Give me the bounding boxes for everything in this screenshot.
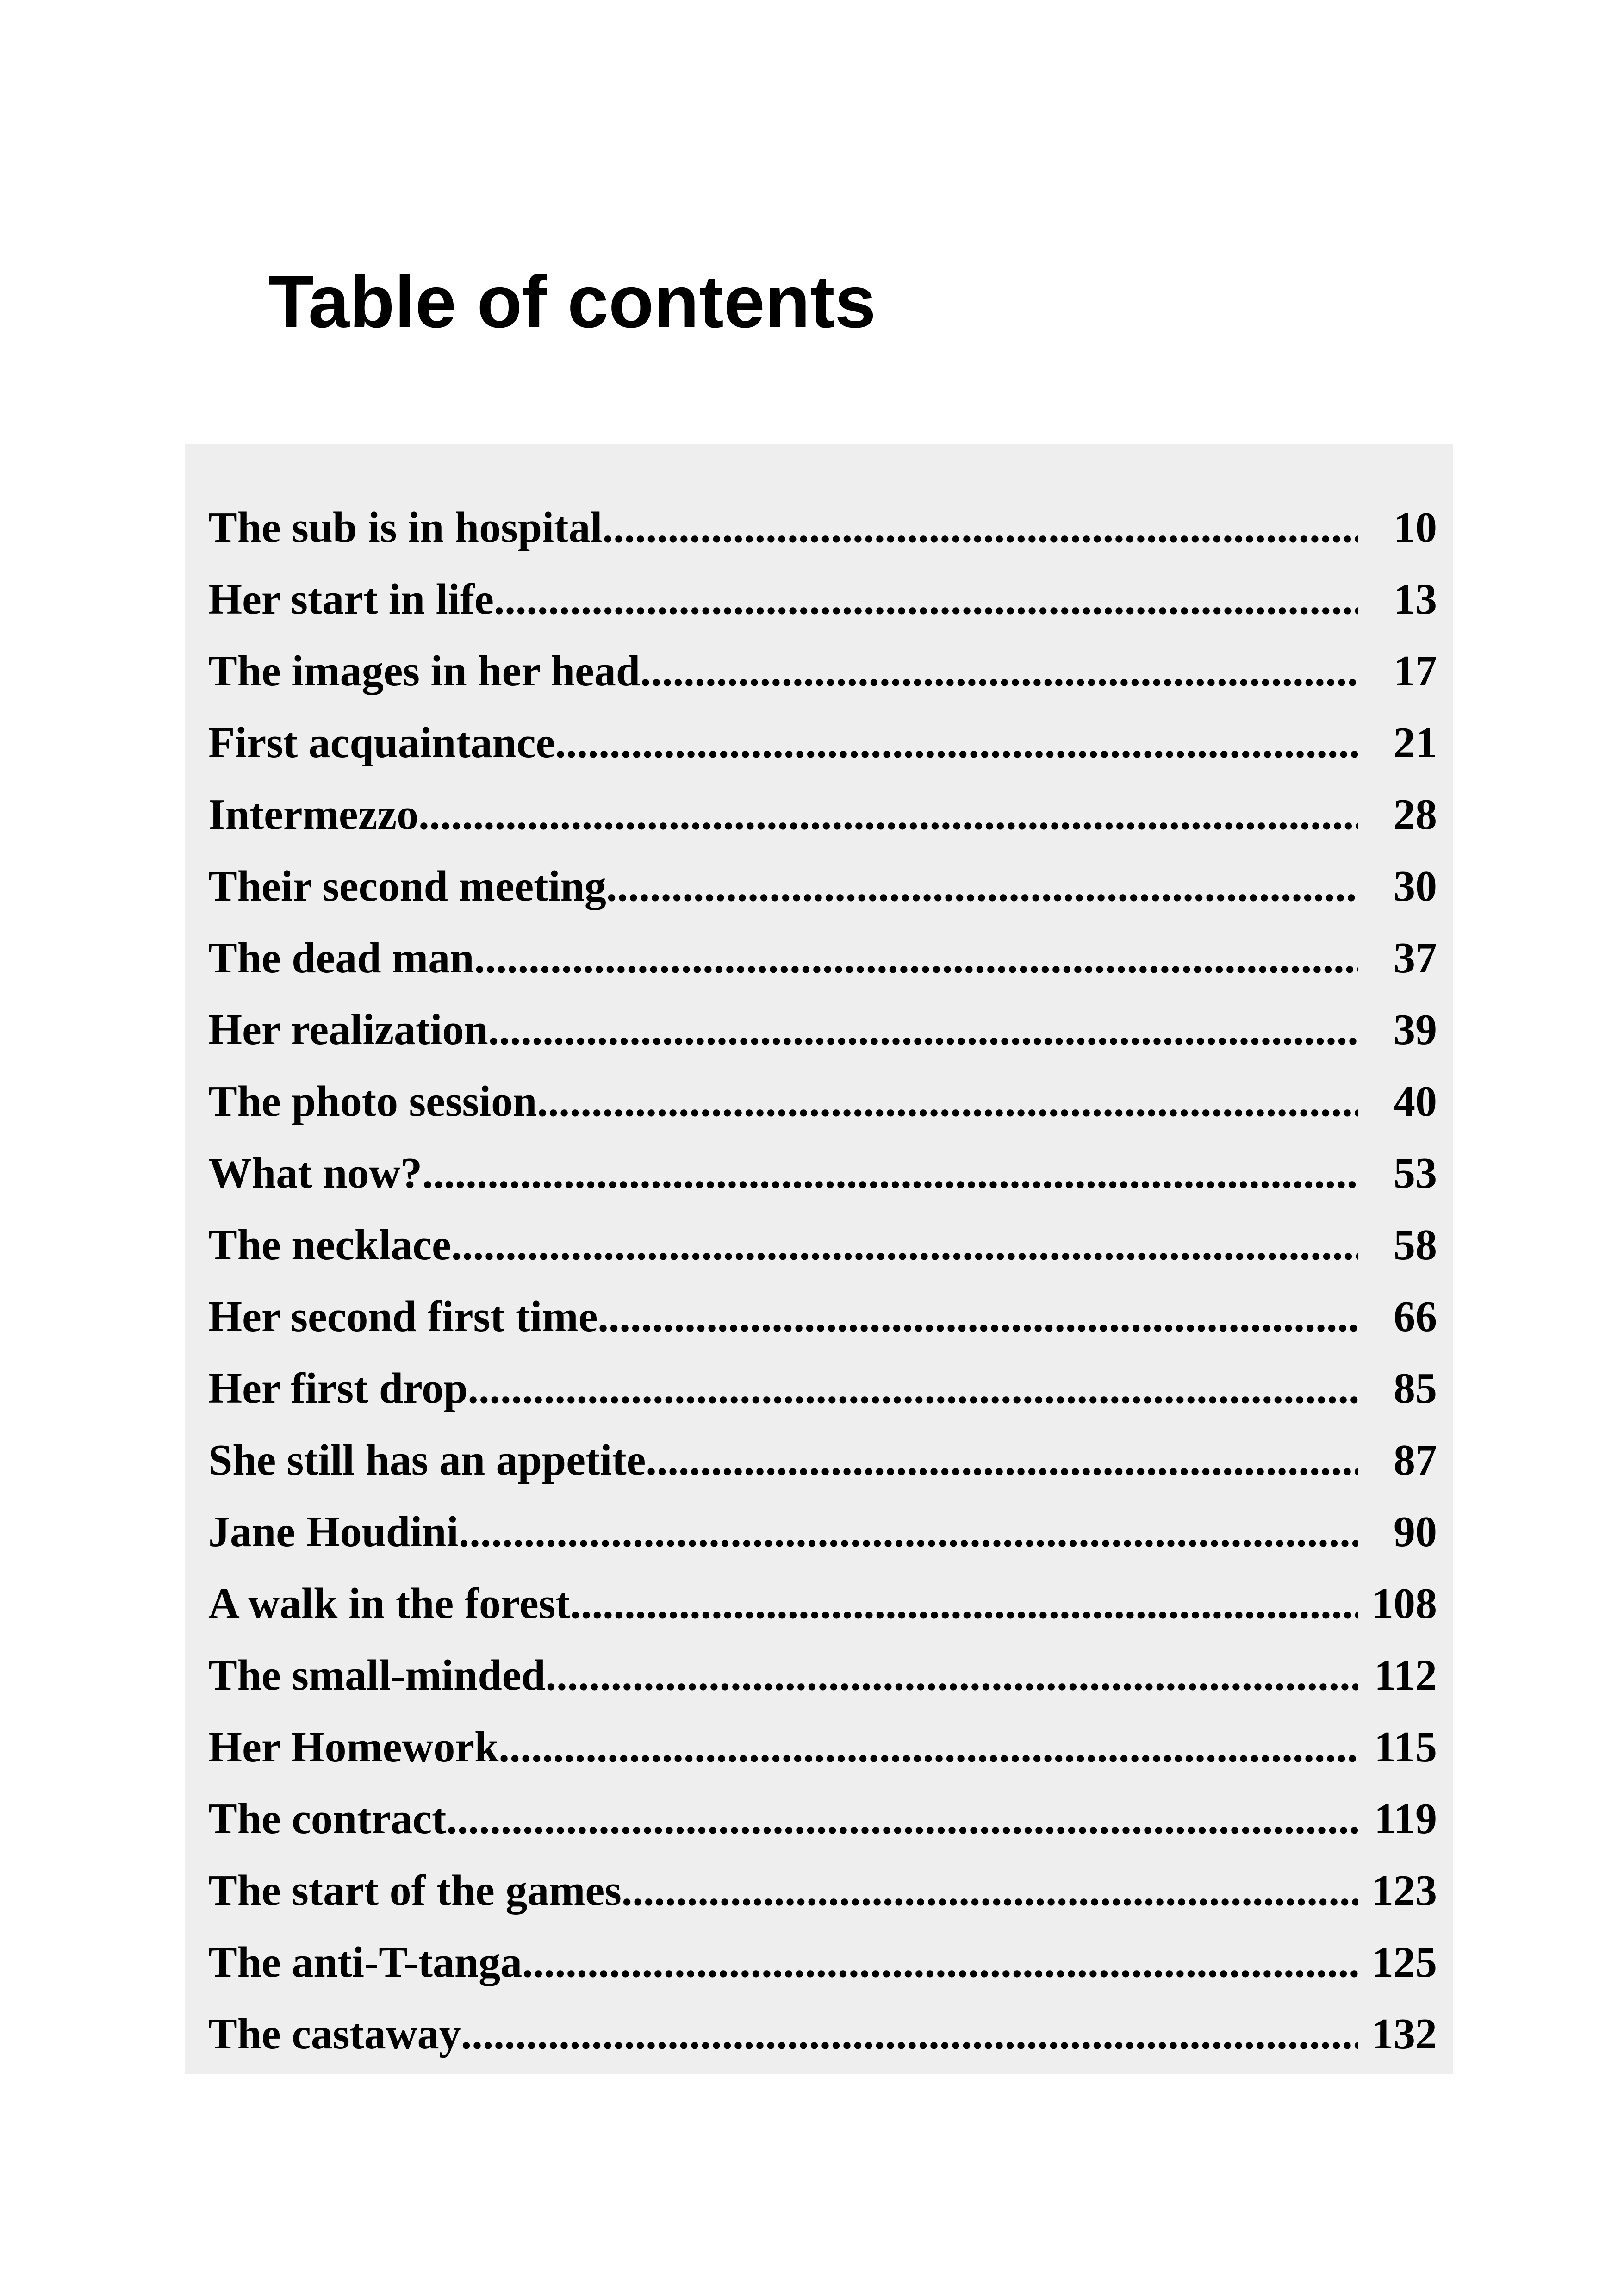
- toc-dot-leader: [640, 635, 1358, 707]
- toc-entry-title: The photo session: [208, 1077, 537, 1126]
- toc-entry-title: Her start in life: [208, 575, 494, 623]
- toc-entry-title: A walk in the forest: [208, 1580, 570, 1628]
- toc-entry-page-number: 30: [1394, 862, 1437, 910]
- toc-panel: [185, 444, 1453, 2074]
- toc-entry[interactable]: [208, 635, 1437, 707]
- toc-entry-page-number: 112: [1374, 1651, 1437, 1699]
- toc-entry-title: The small-minded: [208, 1651, 546, 1699]
- toc-entry[interactable]: [208, 1640, 1437, 1711]
- toc-entry[interactable]: [208, 1281, 1437, 1353]
- toc-entry[interactable]: [208, 1568, 1437, 1640]
- toc-dot-leader: [555, 707, 1358, 779]
- toc-entry-page-number: 90: [1394, 1508, 1437, 1556]
- toc-entry[interactable]: [208, 1425, 1437, 1496]
- toc-entry-title: The images in her head: [208, 647, 641, 695]
- toc-dot-leader: [459, 1496, 1358, 1568]
- toc-dot-leader: [597, 1281, 1358, 1353]
- page-title: Table of contents: [268, 260, 876, 343]
- toc-dot-leader: [537, 1066, 1358, 1138]
- toc-entry-page-number: 108: [1372, 1580, 1437, 1628]
- toc-dot-leader: [570, 1568, 1358, 1640]
- toc-entry[interactable]: [208, 779, 1437, 851]
- toc-dot-leader: [446, 1783, 1358, 1855]
- toc-entry-page-number: 119: [1374, 1795, 1437, 1843]
- toc-entry[interactable]: [208, 707, 1437, 779]
- toc-entry-title: Her realization: [208, 1006, 488, 1054]
- toc-entry-page-number: 125: [1372, 1938, 1437, 1986]
- toc-entry-title: The sub is in hospital: [208, 504, 603, 552]
- toc-entry[interactable]: [208, 1711, 1437, 1783]
- toc-entry-page-number: 58: [1394, 1221, 1437, 1269]
- toc-entry[interactable]: [208, 1066, 1437, 1138]
- toc-entry-page-number: 85: [1394, 1364, 1437, 1412]
- toc-entry-title: The anti-T-tanga: [208, 1938, 523, 1986]
- toc-entry-page-number: 87: [1394, 1436, 1437, 1484]
- toc-entry-page-number: 53: [1394, 1149, 1437, 1197]
- toc-entry-title: Her first drop: [208, 1364, 468, 1412]
- toc-entry-page-number: 123: [1372, 1867, 1437, 1915]
- toc-entry-title: The castaway: [208, 2010, 461, 2058]
- toc-dot-leader: [488, 994, 1358, 1066]
- toc-list: [208, 492, 1437, 2070]
- toc-entry-title: What now?: [208, 1149, 423, 1197]
- toc-entry-title: Her Homework: [208, 1723, 499, 1771]
- toc-dot-leader: [422, 1138, 1358, 1209]
- toc-dot-leader: [467, 1353, 1358, 1425]
- toc-dot-leader: [603, 492, 1358, 564]
- toc-entry[interactable]: [208, 922, 1437, 994]
- toc-entry-page-number: 28: [1394, 790, 1437, 839]
- toc-entry[interactable]: [208, 1209, 1437, 1281]
- toc-entry[interactable]: [208, 1855, 1437, 1927]
- toc-entry-title: First acquaintance: [208, 719, 555, 767]
- toc-dot-leader: [451, 1209, 1358, 1281]
- toc-entry[interactable]: [208, 851, 1437, 922]
- toc-entry-title: The dead man: [208, 934, 474, 982]
- toc-entry-page-number: 17: [1394, 647, 1437, 695]
- toc-entry-title: The start of the games: [208, 1867, 622, 1915]
- toc-entry-page-number: 37: [1394, 934, 1437, 982]
- toc-entry-title: Their second meeting: [208, 862, 606, 910]
- toc-dot-leader: [646, 1425, 1358, 1496]
- toc-entry-title: Her second first time: [208, 1293, 598, 1341]
- toc-entry[interactable]: [208, 1496, 1437, 1568]
- toc-entry-page-number: 39: [1394, 1006, 1437, 1054]
- toc-dot-leader: [622, 1855, 1358, 1927]
- toc-entry[interactable]: [208, 564, 1437, 635]
- toc-entry[interactable]: [208, 1927, 1437, 1998]
- toc-entry-title: She still has an appetite: [208, 1436, 646, 1484]
- toc-entry-page-number: 66: [1394, 1293, 1437, 1341]
- toc-entry[interactable]: [208, 1138, 1437, 1209]
- toc-entry-page-number: 115: [1374, 1723, 1437, 1771]
- toc-dot-leader: [606, 851, 1358, 922]
- toc-entry[interactable]: [208, 492, 1437, 564]
- toc-dot-leader: [522, 1927, 1358, 1998]
- toc-entry-page-number: 132: [1372, 2010, 1437, 2058]
- toc-entry-title: The necklace: [208, 1221, 451, 1269]
- toc-dot-leader: [498, 1711, 1358, 1783]
- toc-entry[interactable]: [208, 1998, 1437, 2070]
- toc-entry[interactable]: [208, 994, 1437, 1066]
- toc-entry[interactable]: [208, 1783, 1437, 1855]
- toc-entry-title: Jane Houdini: [208, 1508, 459, 1556]
- toc-entry[interactable]: [208, 1353, 1437, 1425]
- toc-entry-page-number: 40: [1394, 1077, 1437, 1126]
- toc-dot-leader: [418, 779, 1358, 851]
- toc-entry-title: Intermezzo: [208, 790, 419, 839]
- toc-entry-page-number: 21: [1394, 719, 1437, 767]
- toc-dot-leader: [494, 564, 1358, 635]
- toc-entry-page-number: 13: [1394, 575, 1437, 623]
- toc-dot-leader: [461, 1998, 1358, 2070]
- toc-dot-leader: [474, 922, 1358, 994]
- toc-dot-leader: [546, 1640, 1358, 1711]
- toc-entry-page-number: 10: [1394, 504, 1437, 552]
- toc-entry-title: The contract: [208, 1795, 447, 1843]
